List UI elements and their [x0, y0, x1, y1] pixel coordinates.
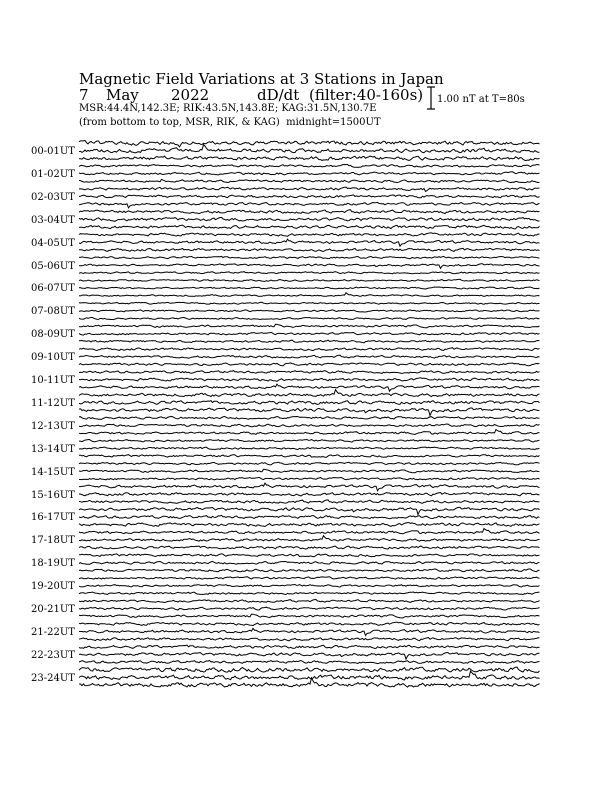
trace-rik — [79, 653, 540, 660]
trace-kag — [79, 645, 540, 648]
trace-rik — [79, 172, 540, 175]
trace-kag — [79, 210, 540, 214]
trace-kag — [79, 324, 540, 328]
hour-label: 21-22UT — [31, 626, 75, 638]
date-month: May — [106, 86, 139, 104]
trace-msr — [79, 363, 540, 366]
trace-msr — [79, 340, 540, 343]
trace-kag — [79, 371, 540, 374]
quantity-label: dD/dt — [257, 86, 300, 104]
chart-title: Magnetic Field Variations at 3 Stations in Japan — [79, 70, 444, 88]
trace-msr — [79, 202, 540, 208]
trace-msr — [79, 384, 540, 391]
trace-rik — [79, 217, 540, 221]
hour-label: 20-21UT — [31, 604, 75, 615]
trace-kag — [79, 302, 540, 304]
trace-rik — [79, 447, 540, 450]
trace-kag — [79, 483, 540, 491]
trace-kag — [79, 507, 540, 514]
trace-rik — [79, 469, 540, 473]
trace-rik — [79, 355, 540, 358]
trace-kag — [79, 462, 540, 465]
trace-msr — [79, 179, 540, 182]
hour-label: 14-15UT — [31, 466, 75, 478]
hour-label: 01-02UT — [31, 168, 75, 180]
trace-msr — [79, 408, 540, 416]
hour-label: 16-17UT — [31, 512, 75, 524]
midnight-note: midnight=1500UT — [286, 117, 381, 128]
filter-label: (filter:40-160s) — [309, 86, 424, 104]
trace-msr — [79, 455, 540, 458]
date-year: 2022 — [171, 86, 210, 104]
trace-msr — [79, 156, 540, 161]
hour-label: 09-10UT — [31, 352, 75, 364]
trace-rik — [79, 628, 540, 635]
trace-msr — [79, 500, 540, 504]
trace-rik — [79, 536, 540, 542]
trace-msr — [79, 225, 540, 229]
trace-rik — [79, 195, 540, 198]
trace-msr — [79, 272, 540, 274]
trace-rik — [79, 239, 540, 246]
trace-msr — [79, 678, 540, 687]
trace-rik — [79, 515, 540, 518]
trace-rik — [79, 607, 540, 610]
station-order-note: (from bottom to top, MSR, RIK, & KAG) — [79, 117, 280, 128]
trace-msr — [79, 523, 540, 527]
trace-kag — [79, 233, 540, 236]
hour-label: 17-18UT — [31, 535, 75, 547]
trace-kag — [79, 141, 540, 147]
station-coordinates: MSR:44.4N,142.3E; RIK:43.5N,143.8E; KAG:31.5N,130.7E — [79, 103, 377, 114]
trace-kag — [79, 348, 540, 351]
trace-msr — [79, 430, 540, 435]
trace-msr — [79, 592, 540, 595]
hour-label: 19-20UT — [31, 581, 75, 593]
hour-label: 06-07UT — [31, 283, 75, 295]
trace-kag — [79, 416, 540, 419]
trace-kag — [79, 440, 540, 443]
hour-label: 23-24UT — [31, 672, 75, 684]
hour-label: 12-13UT — [31, 420, 75, 432]
hour-label: 03-04UT — [31, 214, 75, 226]
trace-rik — [79, 310, 540, 312]
hour-label: 13-14UT — [31, 443, 75, 455]
hour-label: 05-06UT — [31, 260, 75, 272]
trace-msr — [79, 614, 540, 618]
trace-rik — [79, 424, 540, 427]
hour-label: 08-09UT — [31, 329, 75, 341]
hour-label: 10-11UT — [31, 375, 75, 386]
trace-kag — [79, 256, 540, 258]
trace-msr — [79, 293, 540, 297]
hour-label: 18-19UT — [31, 558, 75, 570]
trace-msr — [79, 477, 540, 479]
trace-kag — [79, 164, 540, 167]
hour-label: 22-23UT — [31, 649, 75, 661]
trace-rik — [79, 378, 540, 381]
trace-kag — [79, 529, 540, 534]
trace-rik — [79, 561, 540, 564]
trace-msr — [79, 546, 540, 549]
scale-bar-label: 1.00 nT at T=80s — [437, 94, 525, 105]
hour-label: 11-12UT — [31, 397, 75, 409]
hour-label: 02-03UT — [31, 191, 75, 203]
trace-rik — [79, 401, 540, 405]
trace-kag — [79, 600, 540, 603]
hour-label: 00-01UT — [31, 146, 75, 157]
trace-rik — [79, 671, 540, 680]
trace-msr — [79, 569, 540, 572]
trace-rik — [79, 287, 540, 289]
hour-label: 04-05UT — [31, 237, 75, 249]
trace-msr — [79, 661, 540, 664]
hour-label: 15-16UT — [31, 489, 75, 501]
trace-kag — [79, 390, 540, 397]
trace-rik — [79, 585, 540, 588]
trace-rik — [79, 493, 540, 496]
trace-msr — [79, 248, 540, 251]
hour-label: 07-08UT — [31, 306, 75, 318]
trace-kag — [79, 622, 540, 625]
trace-rik — [79, 332, 540, 335]
scale-bar — [427, 87, 435, 109]
trace-kag — [79, 577, 540, 579]
trace-msr — [79, 318, 540, 320]
trace-kag — [79, 187, 540, 191]
trace-kag — [79, 279, 540, 281]
trace-kag — [79, 554, 540, 557]
trace-rik — [79, 145, 540, 153]
trace-msr — [79, 638, 540, 641]
trace-rik — [79, 264, 540, 269]
date-day: 7 — [79, 86, 89, 104]
